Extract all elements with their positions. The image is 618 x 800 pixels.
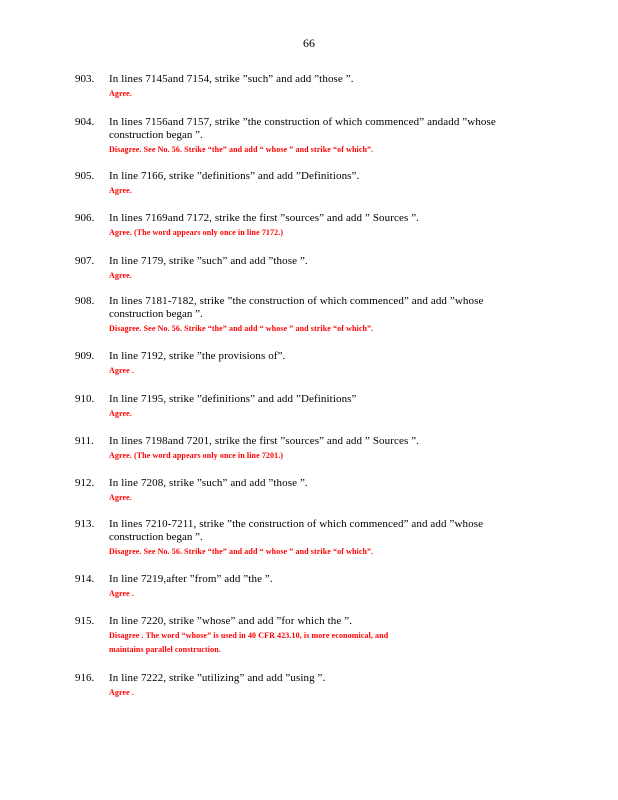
item-number: 908. <box>75 295 95 307</box>
item-text-continued: construction began ”. <box>109 531 203 543</box>
item-number: 906. <box>75 212 95 224</box>
item-number: 903. <box>75 73 95 85</box>
item-text: In line 7192, strike ”the provisions of”. <box>109 350 286 362</box>
item-response: Agree . <box>109 688 134 697</box>
item-response: Disagree. See No. 56. Strike “the” and add “ whose ” and strike “of which”. <box>109 324 374 333</box>
item-number: 910. <box>75 393 95 405</box>
item-number: 907. <box>75 255 95 267</box>
item-text: In lines 7169and 7172, strike the first ”sources” and add ” Sources ”. <box>109 212 420 224</box>
item-response-continued: maintains parallel construction. <box>109 645 221 654</box>
page-number: 66 <box>303 36 315 50</box>
item-text: In line 7220, strike ”whose” and add ”for which the ”. <box>109 615 353 627</box>
item-response: Agree. <box>109 409 132 418</box>
item-text: In line 7179, strike ”such” and add ”those ”. <box>109 255 308 267</box>
item-number: 913. <box>75 518 95 530</box>
item-number: 912. <box>75 477 95 489</box>
item-response: Agree . <box>109 366 134 375</box>
item-text: In lines 7210-7211, strike ”the construction of which commenced” and add ”whose <box>109 518 484 530</box>
item-text: In lines 7156and 7157, strike ”the construction of which commenced” andadd ”whose <box>109 116 496 128</box>
item-response: Agree. <box>109 493 132 502</box>
item-number: 909. <box>75 350 95 362</box>
item-text: In line 7219,after ”from” add ”the ”. <box>109 573 273 585</box>
item-text: In line 7222, strike ”utilizing” and add ”using ”. <box>109 672 326 684</box>
item-text: In line 7208, strike ”such” and add ”those ”. <box>109 477 308 489</box>
item-number: 904. <box>75 116 95 128</box>
item-number: 914. <box>75 573 95 585</box>
item-response: Agree . <box>109 589 134 598</box>
item-response: Agree. <box>109 89 132 98</box>
item-text-continued: construction began ”. <box>109 308 203 320</box>
item-number: 905. <box>75 170 95 182</box>
item-text: In line 7166, strike ”definitions” and add ”Definitions”. <box>109 170 360 182</box>
item-response: Agree. <box>109 186 132 195</box>
item-text: In lines 7145and 7154, strike ”such” and add ”those ”. <box>109 73 354 85</box>
item-text: In lines 7181-7182, strike ”the construction of which commenced” and add ”whose <box>109 295 484 307</box>
item-text: In line 7195, strike ”definitions” and add ”Definitions” <box>109 393 357 405</box>
item-text: In lines 7198and 7201, strike the first ”sources” and add ” Sources ”. <box>109 435 420 447</box>
item-number: 911. <box>75 435 94 447</box>
item-response: Agree. <box>109 271 132 280</box>
item-response: Disagree . The word “whose” is used in 40 CFR 423.10, is more economical, and <box>109 631 389 640</box>
item-response: Disagree. See No. 56. Strike “the” and add “ whose ” and strike “of which”. <box>109 547 374 556</box>
item-response: Agree. (The word appears only once in line 7172.) <box>109 228 284 237</box>
item-response: Disagree. See No. 56. Strike “the” and add “ whose ” and strike “of which”. <box>109 145 374 154</box>
item-number: 916. <box>75 672 95 684</box>
item-number: 915. <box>75 615 95 627</box>
item-text-continued: construction began ”. <box>109 129 203 141</box>
item-response: Agree. (The word appears only once in line 7201.) <box>109 451 284 460</box>
